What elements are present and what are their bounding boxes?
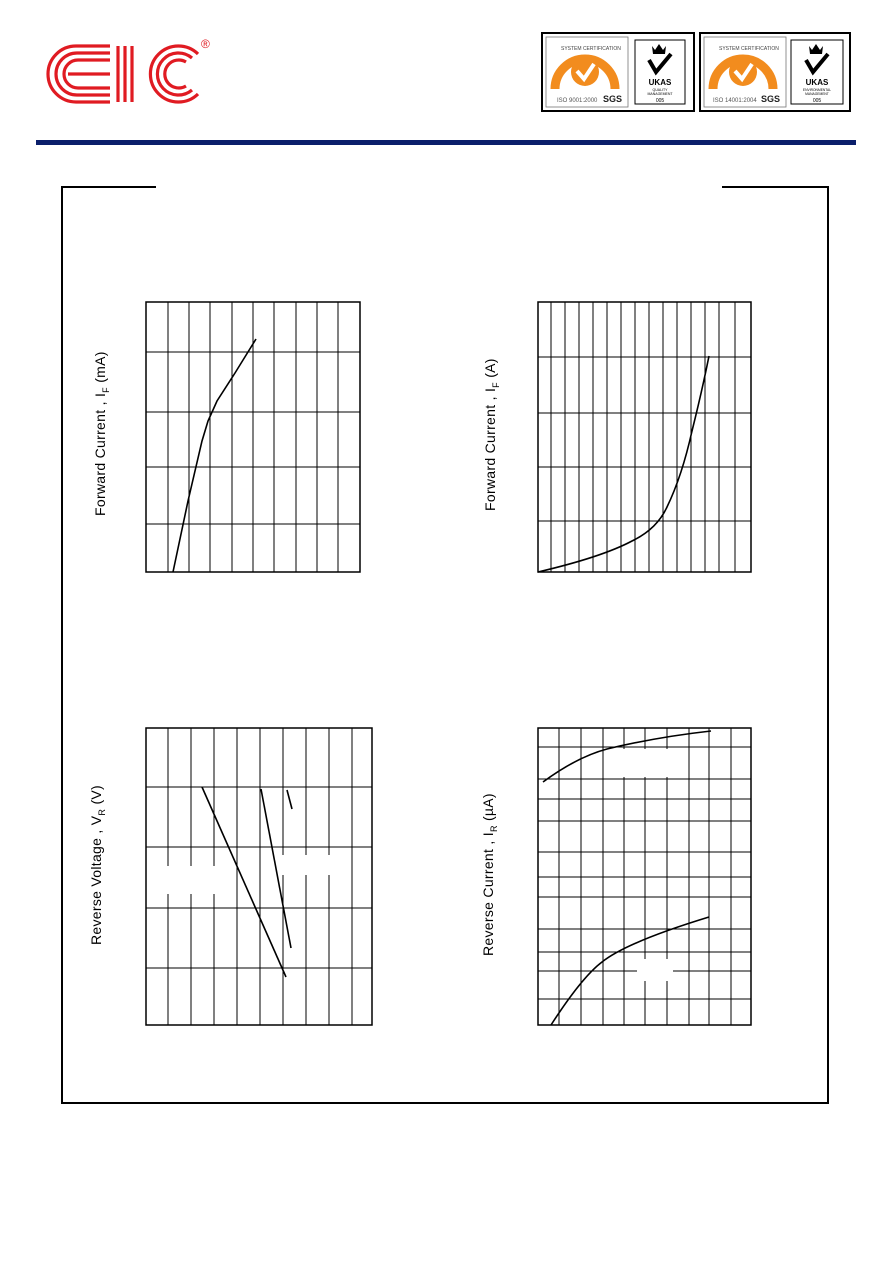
ukas-line2: MANAGEMENT xyxy=(805,92,829,96)
ukas-line1: ENVIRONMENTAL xyxy=(802,88,832,92)
chart-bottom-right xyxy=(537,727,753,1027)
sgs-check-icon xyxy=(729,58,757,86)
chart-bottom-right-plot xyxy=(537,727,753,1027)
forward-current-curve xyxy=(173,339,256,572)
chart-bottom-left-ylabel: Reverse Voltage , $V_R$ (V) xyxy=(88,784,107,945)
chart-top-left xyxy=(145,301,362,574)
registered-mark: ® xyxy=(201,37,210,51)
eic-logo-graphic xyxy=(38,36,218,116)
chart-top-left-ylabel: Forward Current , $I_F$ (mA) xyxy=(92,351,111,516)
sgs-text: SGS xyxy=(603,94,623,104)
iso-standard-text: ISO 9001:2000 xyxy=(557,98,598,104)
reverse-voltage-line-3 xyxy=(287,790,292,809)
label-mask xyxy=(637,959,673,981)
chart-bottom-right-ylabel: Reverse Current , $I_R$ (µA) xyxy=(480,793,499,956)
chart-bottom-left xyxy=(145,727,374,1027)
ukas-line2: MANAGEMENT xyxy=(647,92,673,96)
chart-top-right-ylabel: Forward Current , $I_F$ (A) xyxy=(482,358,501,511)
chart-top-left-plot xyxy=(145,301,362,574)
ukas-number: 005 xyxy=(812,98,822,104)
ring-text: SYSTEM CERTIFICATION xyxy=(719,46,779,52)
sgs-check-icon xyxy=(571,58,599,86)
ukas-text: UKAS xyxy=(648,78,672,87)
label-mask xyxy=(623,749,669,777)
eic-logo xyxy=(38,36,218,116)
gridlines xyxy=(538,302,751,572)
chart-top-right-plot xyxy=(537,301,753,574)
ring-text: SYSTEM CERTIFICATION xyxy=(561,46,621,52)
sgs-text: SGS xyxy=(761,94,781,104)
label-mask xyxy=(281,855,333,875)
iso-9001-badge-graphic xyxy=(543,34,693,110)
ukas-text: UKAS xyxy=(805,78,829,87)
forward-current-curve xyxy=(538,356,709,572)
label-mask xyxy=(167,866,217,894)
chart-bottom-left-plot xyxy=(145,727,374,1027)
ukas-number: 005 xyxy=(655,98,665,104)
iso-14001-badge-graphic xyxy=(701,34,849,110)
iso-standard-text: ISO 14001:2004 xyxy=(713,98,757,104)
iso-14001-certificate xyxy=(699,32,851,112)
ukas-line1: QUALITY xyxy=(652,88,668,92)
chart-top-right xyxy=(537,301,753,574)
iso-9001-certificate xyxy=(541,32,695,112)
header-divider xyxy=(36,140,856,145)
